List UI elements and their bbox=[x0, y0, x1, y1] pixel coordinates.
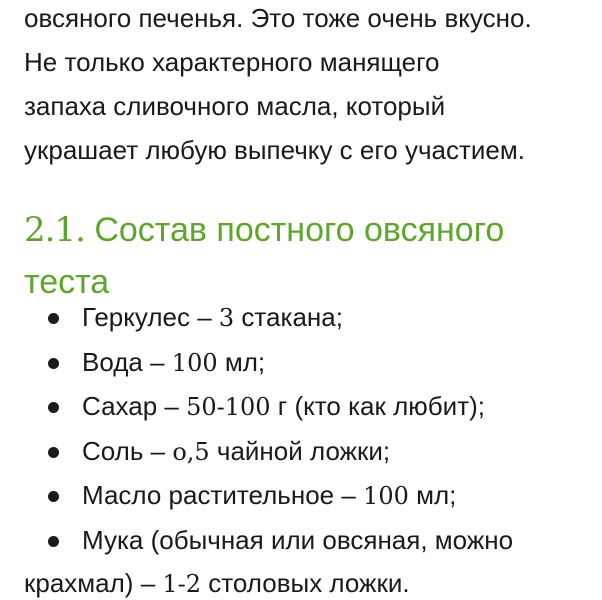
section-heading-line-1 bbox=[24, 204, 504, 256]
ingredients-list bbox=[24, 296, 513, 600]
section-number: 2.1. bbox=[24, 210, 85, 250]
ingredient-dash: – bbox=[334, 480, 364, 510]
ingredient-continuation bbox=[24, 562, 513, 600]
ingredient-amount: 1-2 bbox=[162, 570, 202, 598]
section-title: Состав постного овсяного bbox=[94, 211, 505, 249]
list-item bbox=[24, 430, 513, 475]
ingredient-amount: 100 bbox=[363, 482, 409, 510]
ingredient-amount: 50-100 bbox=[186, 393, 271, 421]
bullet-icon bbox=[48, 313, 59, 324]
ingredient-dash: – bbox=[190, 302, 219, 332]
bullet-icon bbox=[48, 447, 59, 458]
ingredient-name: Мука (обычная или овсяная, можно bbox=[82, 524, 514, 555]
list-item bbox=[24, 296, 513, 341]
ingredient-name: Геркулес bbox=[82, 302, 190, 332]
paragraph-line: украшает любую выпечку с его участием. bbox=[24, 135, 525, 165]
list-item bbox=[24, 519, 513, 600]
article-content bbox=[24, 0, 594, 598]
list-item bbox=[24, 474, 513, 519]
ingredient-name: Вода bbox=[82, 346, 143, 377]
list-item bbox=[24, 385, 513, 430]
ingredient-unit: мл; bbox=[408, 480, 457, 510]
ingredient-dash: – bbox=[143, 435, 173, 466]
bullet-icon bbox=[48, 358, 59, 369]
bullet-icon bbox=[48, 491, 59, 502]
ingredient-dash: – bbox=[142, 346, 172, 377]
section-heading-line-2: теста bbox=[24, 263, 110, 301]
ingredient-dash: – bbox=[157, 391, 187, 421]
paragraph-line: овсяного печенья. Это тоже очень вкусно. bbox=[24, 3, 532, 33]
ingredient-amount: о,5 bbox=[172, 437, 210, 466]
ingredient-unit: мл; bbox=[217, 346, 266, 377]
ingredient-name-cont: крахмал) bbox=[24, 568, 134, 598]
ingredient-name: Соль bbox=[82, 435, 144, 466]
ingredient-name: Сахар bbox=[82, 391, 158, 421]
list-item bbox=[24, 341, 513, 386]
ingredient-dash: – bbox=[133, 568, 163, 598]
bullet-icon bbox=[48, 402, 59, 413]
ingredient-name: Масло растительное bbox=[82, 480, 335, 510]
intro-paragraph bbox=[24, 0, 594, 172]
ingredient-unit: столовых ложки. bbox=[201, 568, 410, 598]
ingredient-unit: чайной ложки; bbox=[209, 435, 391, 466]
ingredient-unit: г (кто как любит); bbox=[270, 391, 485, 421]
section-heading bbox=[24, 204, 504, 308]
ingredient-amount: 100 bbox=[171, 348, 218, 377]
ingredient-unit: стакана; bbox=[234, 302, 343, 332]
ingredient-amount: 3 bbox=[218, 304, 235, 332]
bullet-icon bbox=[48, 536, 59, 547]
paragraph-line: Не только характерного манящего bbox=[24, 47, 440, 77]
paragraph-line: запаха сливочного масла, который bbox=[24, 91, 446, 121]
